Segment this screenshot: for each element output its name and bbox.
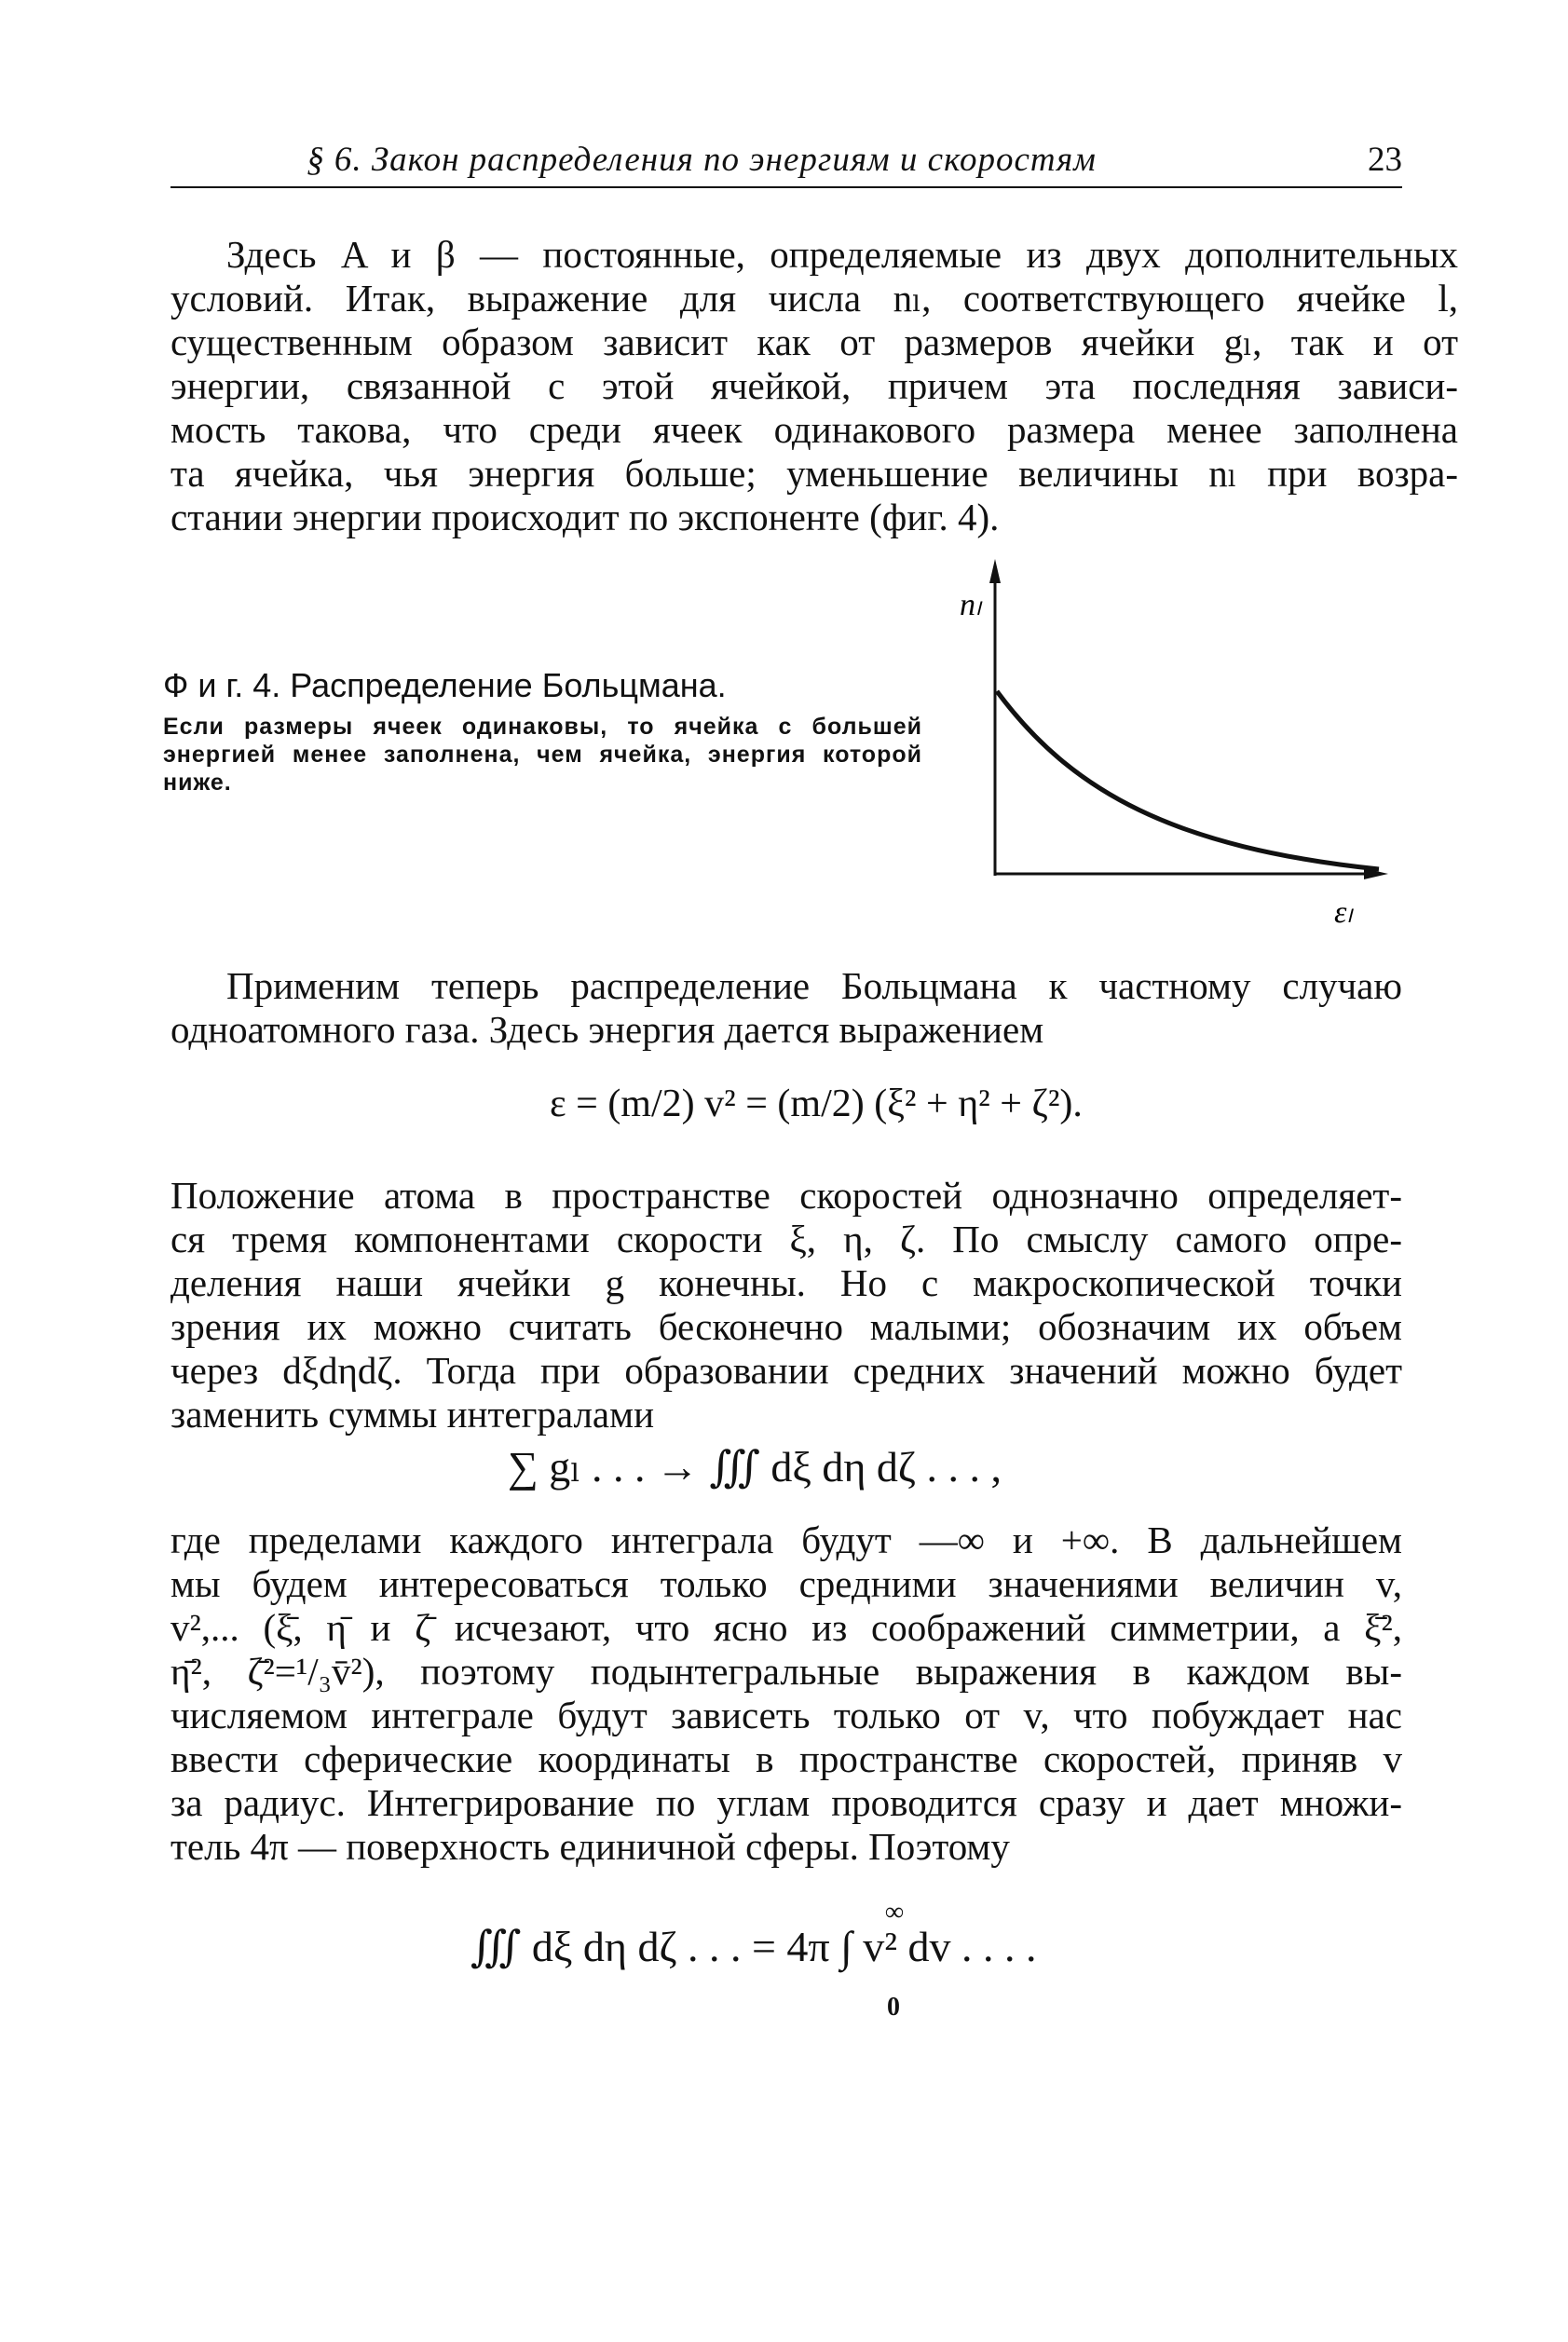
distribution-curve: [997, 691, 1379, 869]
caption-line: энергией менее заполнена, чем ячейка, энергия которой: [163, 742, 922, 768]
text-line: мость такова, что среди ячеек одинакового размера менее заполнена: [170, 408, 1458, 451]
boltzmann-figure: [960, 550, 1416, 941]
text-line: где пределами каждого интеграла будут —∞ и +∞. В дальнейшем: [170, 1518, 1402, 1561]
text-line: существенным образом зависит как от размеров ячейки gₗ, так и от: [170, 320, 1458, 363]
text-line: мы будем интересоваться только средними значениями величин v,: [170, 1562, 1402, 1605]
paragraph-3: [170, 1174, 1402, 1437]
figure-caption-title: Ф и г. 4. Распределение Больцмана.: [163, 666, 727, 704]
figure-graph: [960, 550, 1416, 941]
equation-sum-to-integral: ∑ gₗ . . . → ∭ dξ dη dζ . . . ,: [508, 1443, 1002, 1491]
text-line: условий. Итак, выражение для числа nₗ, соответствующего ячейке l,: [170, 277, 1458, 320]
text-line: энергии, связанной с этой ячейкой, причем эта последняя зависи-: [170, 364, 1458, 407]
text-line: Применим теперь распределение Больцмана к частному случаю: [226, 964, 1402, 1007]
text-line: зрения их можно считать бесконечно малыми; обозначим их объем: [170, 1305, 1402, 1348]
caption-line: Если размеры ячеек одинаковы, то ячейка с большей: [163, 714, 922, 740]
integral-upper-limit: ∞: [885, 1898, 904, 1927]
page-header: [170, 140, 1402, 186]
caption-line: ниже.: [163, 769, 232, 796]
text-line: Положение атома в пространстве скоростей однозначно определяет-: [170, 1174, 1402, 1217]
paragraph-4: [170, 1518, 1402, 1869]
text-line: одноатомного газа. Здесь энергия дается выражением: [170, 1008, 1044, 1051]
figure-caption-text: [163, 713, 922, 797]
text-line: Здесь A и β — постоянные, определяемые из двух дополнительных: [226, 233, 1458, 276]
text-line: заменить суммы интегралами: [170, 1393, 655, 1436]
running-title: § 6. Закон распределения по энергиям и скоростям: [307, 141, 1097, 179]
header-rule: [170, 186, 1402, 188]
text-line: η̄², ζ̄²=¹/₃v̄²), поэтому подынтегральные выражения в каждом вы-: [170, 1650, 1402, 1693]
text-line: числяемом интеграле будут зависеть только от v, что побуждает нас: [170, 1694, 1402, 1736]
integral-lower-limit: 0: [887, 1993, 900, 2022]
text-line: ввести сферические координаты в пространстве скоростей, приняв v: [170, 1737, 1402, 1780]
y-axis-arrow: [989, 559, 1001, 583]
x-axis-label: εₗ: [1334, 895, 1353, 930]
text-line: за радиус. Интегрирование по углам проводится сразу и дает множи-: [170, 1781, 1402, 1824]
text-line: ся тремя компонентами скорости ξ, η, ζ. По смыслу самого опре-: [170, 1218, 1402, 1260]
text-line: стании энергии происходит по экспоненте (фиг. 4).: [170, 496, 1000, 538]
text-line: тель 4π — поверхность единичной сферы. Поэтому: [170, 1825, 1010, 1868]
text-line: та ячейка, чья энергия больше; уменьшение величины nₗ при возра-: [170, 452, 1458, 495]
y-axis-label: nₗ: [960, 588, 981, 622]
text-line: v²,... (ξ̄, η̄ и ζ̄ исчезают, что ясно из соображений симметрии, а ξ̄²,: [170, 1606, 1402, 1649]
paragraph-1: [170, 233, 1458, 539]
paragraph-2: [170, 964, 1402, 1052]
text-line: через dξdηdζ. Тогда при образовании средних значений можно будет: [170, 1349, 1402, 1392]
text-line: деления наши ячейки g конечны. Но с макроскопической точки: [170, 1261, 1402, 1304]
page-number: 23: [1368, 141, 1402, 179]
equation-spherical-integral: ∭ dξ dη dζ . . . = 4π ∫ v² dv . . . .: [470, 1923, 1037, 1970]
equation-energy: ε = (m/2) v² = (m/2) (ξ² + η² + ζ²).: [550, 1082, 1083, 1125]
